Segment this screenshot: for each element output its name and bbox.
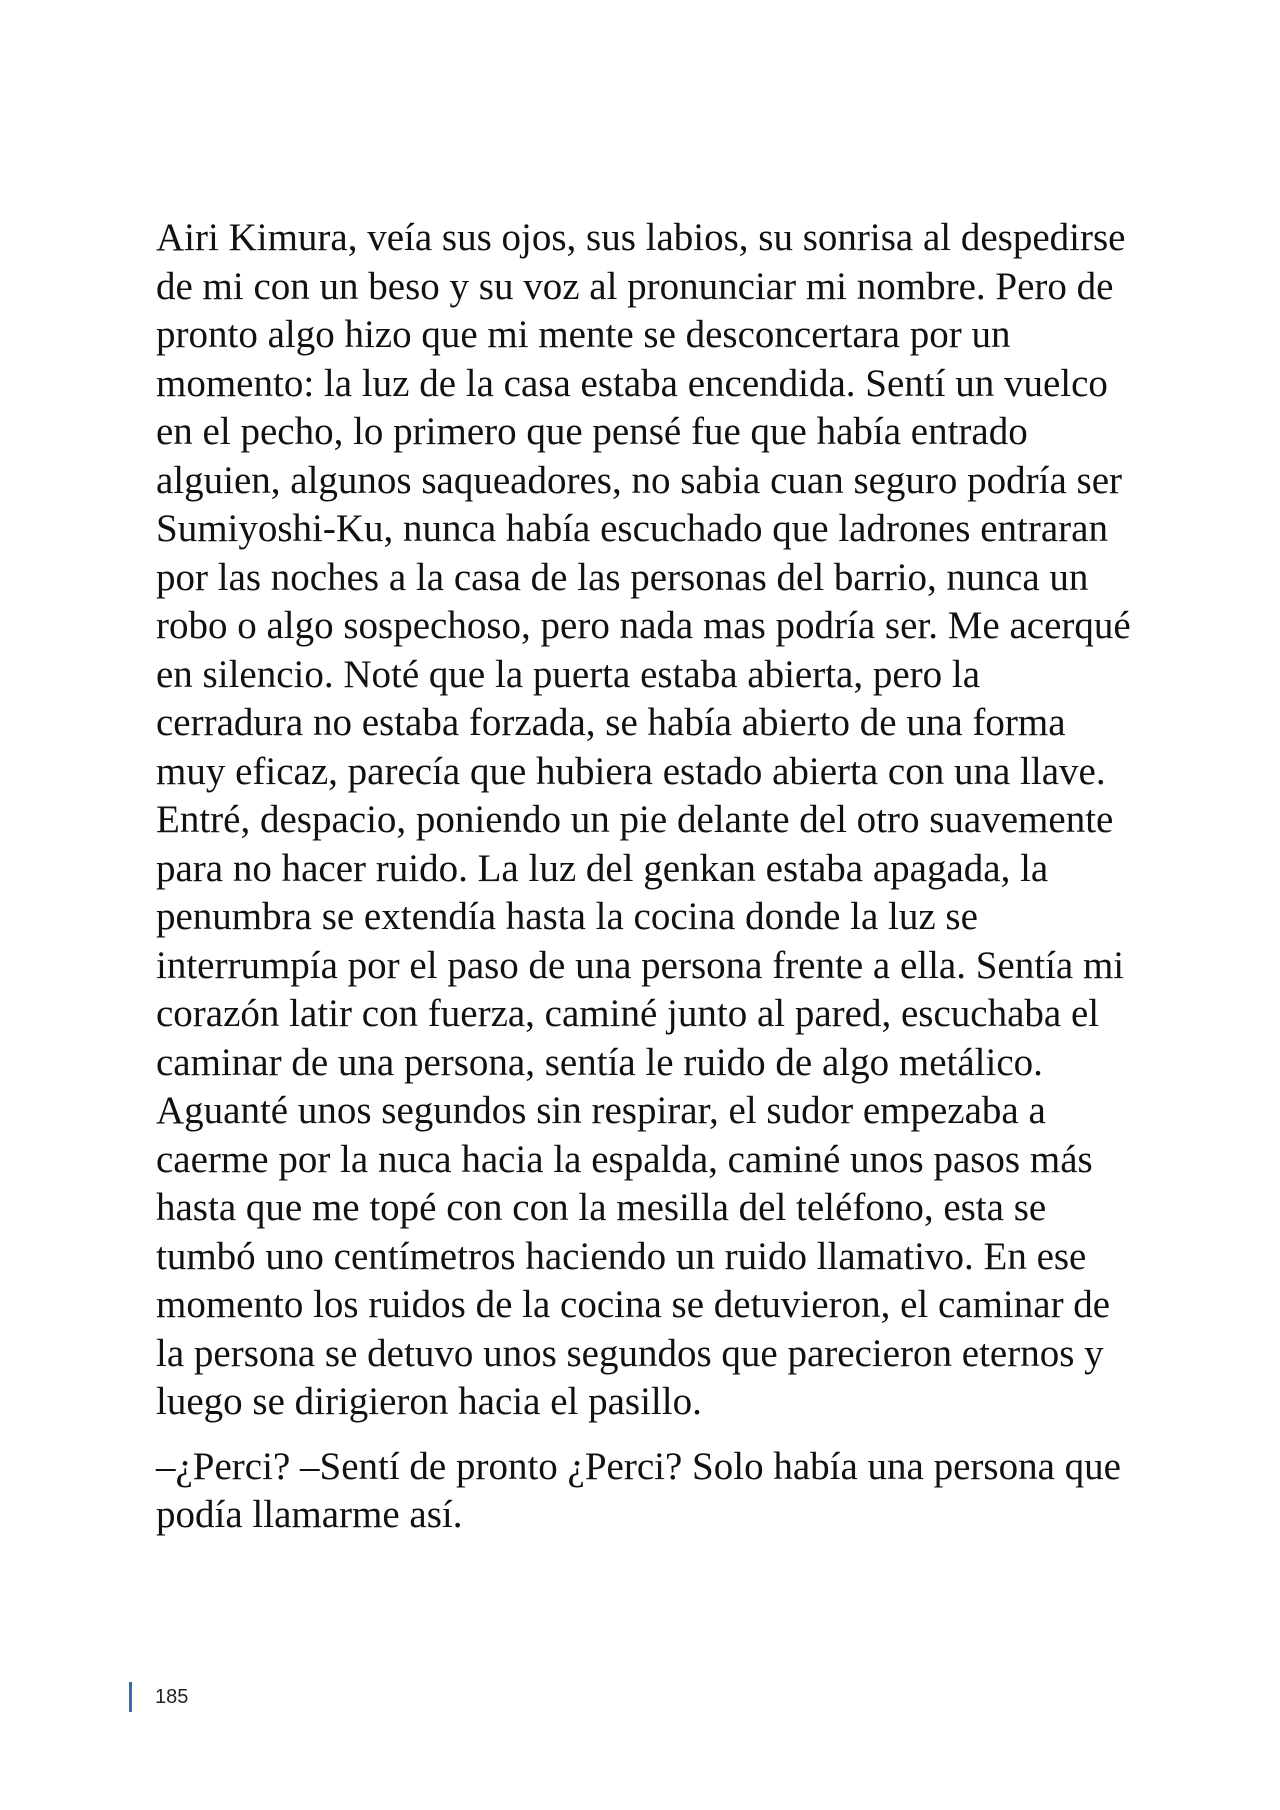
text-line: Airi Kimura, veía sus ojos, sus labios, su sonrisa al despedirse xyxy=(156,216,1126,259)
text-line: de mi con un beso y su voz al pronunciar mi nombre. Pero de xyxy=(156,264,1114,308)
body-text xyxy=(156,214,1156,1540)
paragraph-spacer xyxy=(156,1427,1156,1443)
text-line: la persona se detuvo unos segundos que parecieron eternos y xyxy=(156,1331,1104,1375)
footer-accent-bar xyxy=(129,1682,132,1712)
text-line: para no hacer ruido. La luz del genkan estaba apagada, la xyxy=(156,846,1049,890)
text-line: podía llamarme así. xyxy=(156,1493,463,1536)
text-line: Entré, despacio, poniendo un pie delante del otro suavemente xyxy=(156,798,1114,841)
paragraph-2 xyxy=(156,1443,1156,1540)
text-line: caminar de una persona, sentía le ruido de algo metálico. xyxy=(156,1040,1043,1084)
text-line: muy eficaz, parecía que hubiera estado abierta con una llave. xyxy=(156,749,1106,793)
text-line: penumbra se extendía hasta la cocina donde la luz se xyxy=(156,895,978,938)
text-line: luego se dirigieron hacia el pasillo. xyxy=(156,1380,702,1423)
text-line: momento: la luz de la casa estaba encendida. Sentí un vuelco xyxy=(156,361,1108,405)
text-line: Aguanté unos segundos sin respirar, el sudor empezaba a xyxy=(156,1089,1046,1132)
text-line: caerme por la nuca hacia la espalda, caminé unos pasos más xyxy=(156,1137,1093,1181)
text-line: pronto algo hizo que mi mente se desconcertara por un xyxy=(156,313,1011,356)
text-line: momento los ruidos de la cocina se detuvieron, el caminar de xyxy=(156,1283,1111,1326)
text-line: cerradura no estaba forzada, se había abierto de una forma xyxy=(156,701,1066,744)
text-line: robo o algo sospechoso, pero nada mas podría ser. Me acerqué xyxy=(156,604,1131,647)
paragraph-1 xyxy=(156,214,1156,1427)
text-line: Sumiyoshi-Ku, nunca había escuchado que ladrones entraran xyxy=(156,507,1108,550)
text-line: tumbó uno centímetros haciendo un ruido llamativo. En ese xyxy=(156,1234,1087,1278)
text-line: interrumpía por el paso de una persona frente a ella. Sentía mi xyxy=(156,943,1125,987)
text-line: hasta que me topé con con la mesilla del teléfono, esta se xyxy=(156,1186,1047,1229)
text-line: alguien, algunos saqueadores, no sabia cuan seguro podría ser xyxy=(156,458,1123,502)
text-line: en el pecho, lo primero que pensé fue que había entrado xyxy=(156,410,1028,453)
text-line: –¿Perci? –Sentí de pronto ¿Perci? Solo había una persona que xyxy=(156,1444,1121,1488)
text-line: por las noches a la casa de las personas del barrio, nunca un xyxy=(156,555,1089,599)
text-line: corazón latir con fuerza, caminé junto al pared, escuchaba el xyxy=(156,992,1100,1035)
text-line: en silencio. Noté que la puerta estaba abierta, pero la xyxy=(156,652,981,696)
page-number: 185 xyxy=(155,1686,189,1708)
